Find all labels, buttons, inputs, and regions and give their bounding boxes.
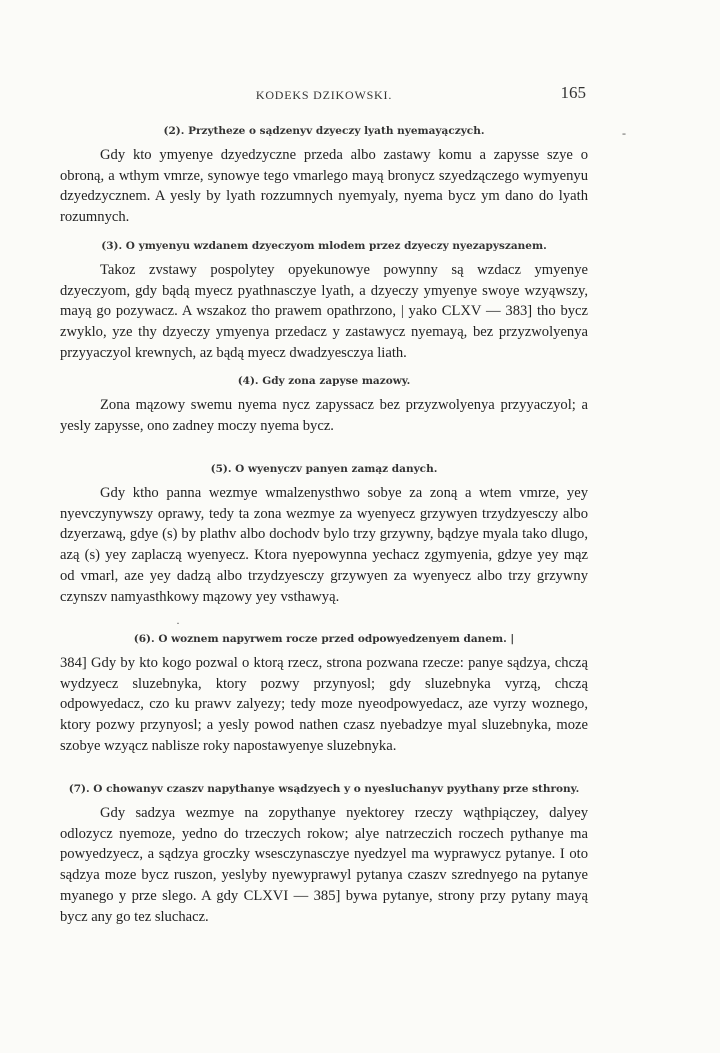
section-text: Gdy ktho panna wezmye wmalzenysthwo sobye za zoną a wtem vmrze, yey nyevczynywszy oprawy, tedy ta zona wezmye za wyenyecz grzywyen trzydzyesczy albo dzyerzawą, gdye (s) by plathv albo dochodv bylo trzy grzywny, bądzye myala tako dlugo, azą (s) yey zaplaczą wyenyecz. Ktora nyepowynna yechacz zgymyenia, gdzye yey mąz od vmarl, aze yey dadzą albo trzydzyesczy grzywyen za wyenyecz albo trzy grzywny czynszv namyasthkowy mązowy yey vsthawyą. [60, 485, 588, 605]
section-5 [60, 462, 588, 607]
section-heading: (3). O ymyenyu wzdanem dzyeczyom mlodem przez dzyeczy nyezapyszanem. [101, 240, 547, 252]
section-text: Gdy sadzya wezmye na zopythanye nyektorey rzeczy wąthpiączey, dalyey odlozycz nyemoze, yedno do trzeczych rokow; alye natrzeczich roczech pythanye ma powyedzyecz, a sądzya groczky wsesczynasczye nyedzyel ma wyprawycz pytanye. I oto sądzya moze bycz ruszon, yeslyby nyewyprawyl pytanya czaszv szrednyego na pytanye myanego y prze slego. A gdy CLXVI — 385] bywa pytanye, strony przy pytany mayą bycz any go tez sluchacz. [60, 805, 588, 925]
running-title: KODEKS DZIKOWSKI. [255, 88, 393, 102]
section-text: 384] Gdy by kto kogo pozwal o ktorą rzecz, strona pozwana rzecze: panye sądzya, chczą wydzyecz sluzebnyka, ktory pozwy przynyosl; gdy sluzebnyka vyrzą, chczą odpowyedacz, czo ku prawv zalyezy; tedy moze nyeodpowyedacz, aze vyrzy woznego, ktory pozwy przynyosl; a yesly powod nathen czasz nyebadzye myal sluzebnyka, moze szobye wzyącz nablisze roky napostawyenye sluzebnyka. [60, 655, 588, 754]
section-2 [60, 124, 588, 228]
section-3 [60, 239, 588, 364]
section-text: Zona mązowy swemu nyema nycz zapyssacz bez przyzwolyenya przyyaczyol; a yesly zapysse, ono zadney moczy nyema bycz. [60, 397, 588, 434]
section-text: Takoz zvstawy pospolytey opyekunowye powynny są wzdacz ymyenye dzyeczyom, gdy bądą myecz pyathnasczye lyath, a dzyeczy ymyenye swoye wzyąwszy, mayą go pozywacz. A wszakoz tho prawem opathrzono, | yako CLXV — 383] tho bycz zwyklo, yze thy dzyeczy ymyenya przedacz y zastawycz nyemayą, bez przyzwolyenya przyyaczyol krewnych, az bądą myecz dwadzyesczya liath. [60, 262, 588, 361]
section-text: Gdy kto ymyenye dzyedzyczne przeda albo zastawy komu a zapysse szye o obroną, a wthym vmrze, synowye tego vmarlego mayą bronycz szyedzączego wymyenyu dzyedzycznem. A yesly by lyath rozzumnych nyemyaly, nyema bycz ym dano do lyath rozumnych. [60, 147, 588, 226]
section-7 [60, 782, 588, 927]
section-heading: (6). O woznem napyrwem rocze przed odpowyedzenyem danem. | [133, 633, 515, 645]
margin-mark: · [176, 616, 180, 630]
margin-mark: - [622, 126, 626, 140]
section-4 [60, 374, 588, 436]
section-6 [60, 632, 588, 757]
page-number: 165 [560, 83, 586, 102]
section-heading: (2). Przytheze o sądzenyv dzyeczy lyath nyemayączych. [163, 125, 485, 137]
section-heading: (7). O chowanyv czaszv napythanye wsądzyech y o nyesluchanyv pyythany prze sthrony. [68, 783, 580, 795]
section-heading: (5). O wyenyczv panyen zamąz danych. [210, 463, 438, 475]
page-header [60, 83, 588, 110]
section-heading: (4). Gdy zona zapyse mazowy. [237, 375, 411, 387]
